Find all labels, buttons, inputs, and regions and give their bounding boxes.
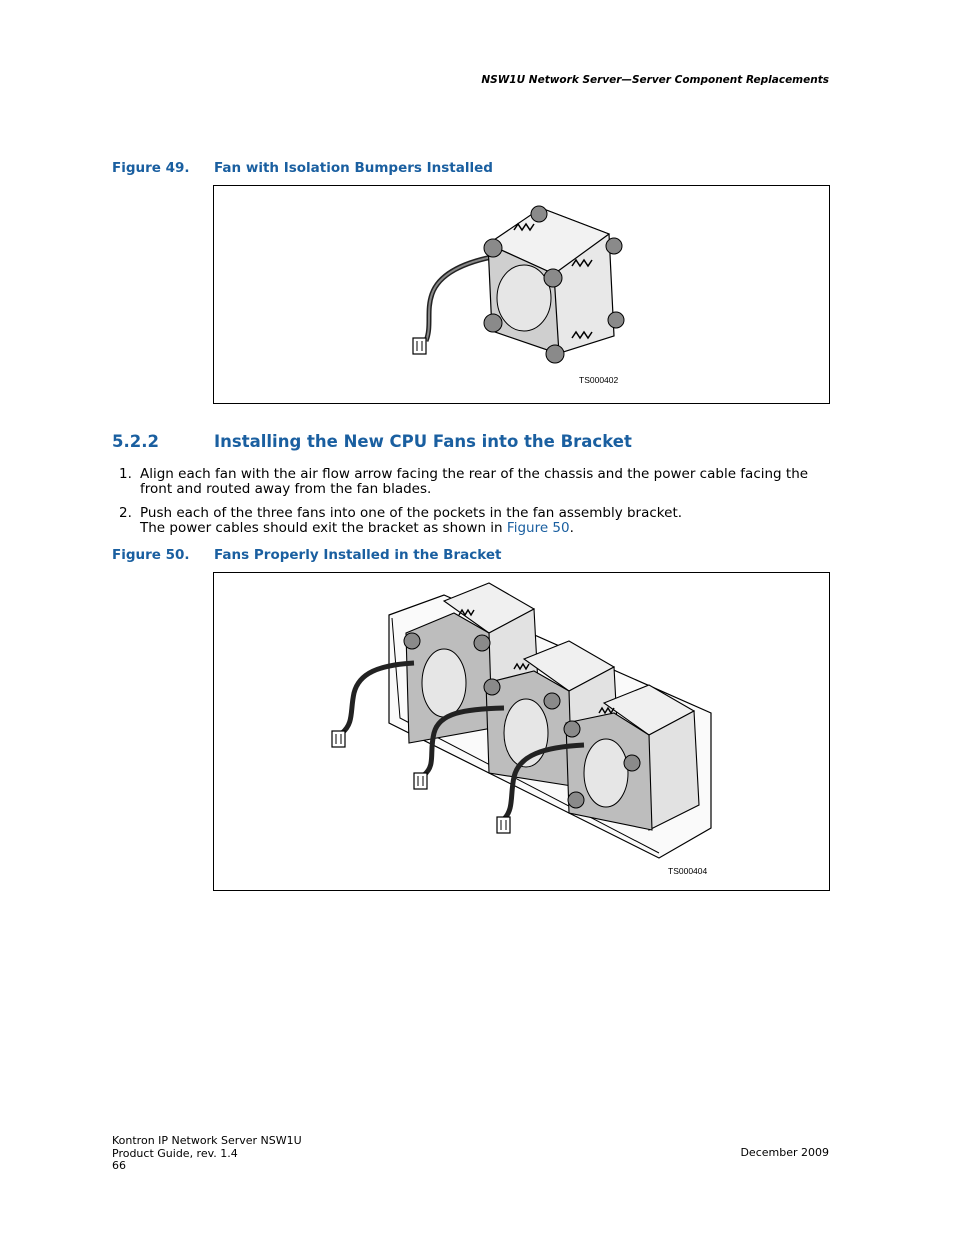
figure-49-number: Figure 49. (112, 160, 190, 176)
figure-49-code: TS000402 (579, 375, 619, 385)
section-number: 5.2.2 (112, 432, 159, 451)
step-1-number: 1. (119, 466, 132, 482)
section-title: Installing the New CPU Fans into the Bracket (214, 432, 632, 451)
figure-49-box (213, 185, 830, 404)
figure-50-code: TS000404 (668, 866, 708, 876)
figure-50-caption (112, 547, 501, 563)
step-1-line-2: front and routed away from the fan blades. (140, 481, 432, 497)
figure-50-link[interactable]: Figure 50 (506, 520, 570, 536)
step-2-line-1: Push each of the three fans into one of the pockets in the fan assembly bracket. (140, 505, 683, 521)
footer-date: December 2009 (740, 1146, 829, 1159)
step-2-line-2-text: The power cables should exit the bracket as shown in (140, 520, 507, 536)
figure-50-number: Figure 50. (112, 547, 190, 563)
fans-in-bracket-illustration (214, 573, 829, 890)
section-heading (112, 432, 632, 451)
step-2-number: 2. (119, 505, 132, 521)
page-number: 66 (112, 1159, 126, 1172)
figure-49-caption (112, 160, 493, 176)
footer-product: Kontron IP Network Server NSW1U (112, 1134, 302, 1147)
step-2-line-2 (140, 521, 832, 536)
step-2-line-2-end: . (569, 520, 574, 536)
fan-with-bumpers-illustration (214, 186, 829, 403)
running-header: NSW1U Network Server—Server Component Replacements (481, 74, 829, 86)
footer-guide: Product Guide, rev. 1.4 (112, 1146, 238, 1160)
step-2 (112, 506, 832, 536)
steps-list (112, 467, 832, 536)
figure-49-title: Fan with Isolation Bumpers Installed (214, 160, 493, 176)
step-1 (112, 467, 832, 497)
figure-50-box (213, 572, 830, 891)
step-1-line-1: Align each fan with the air flow arrow facing the rear of the chassis and the power cable facing the (140, 466, 809, 482)
figure-50-title: Fans Properly Installed in the Bracket (214, 547, 502, 563)
footer-left (112, 1135, 302, 1173)
